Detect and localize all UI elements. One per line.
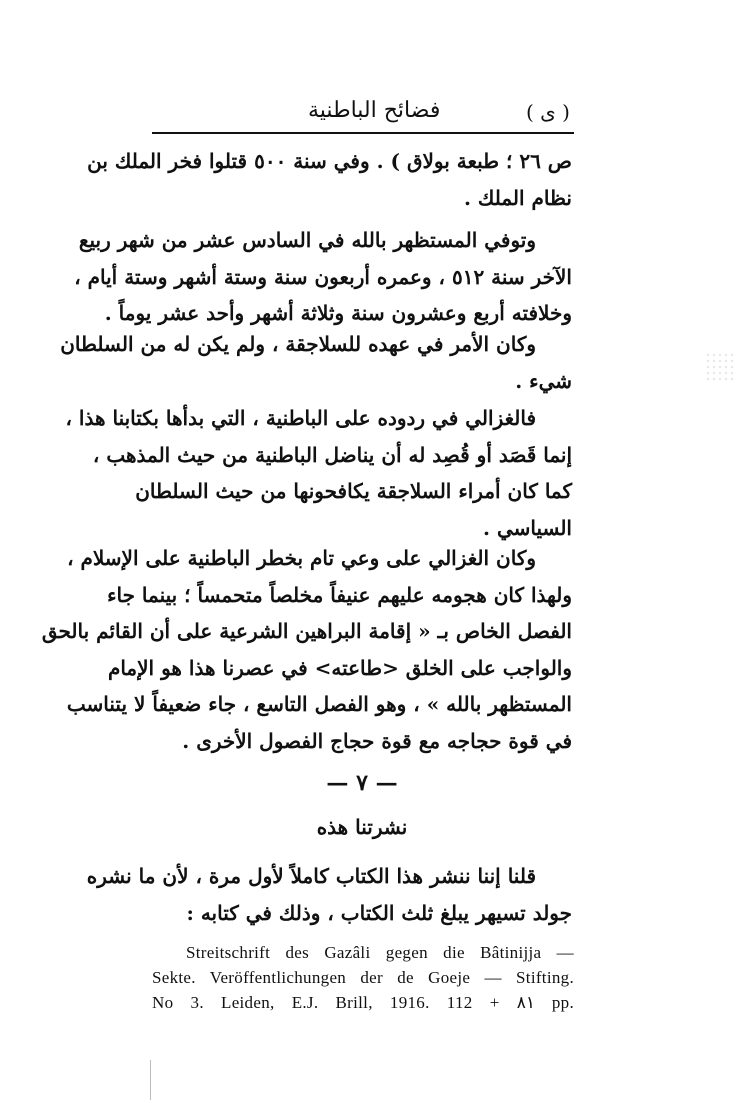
paragraph-3	[60, 326, 572, 399]
text-line: والواجب على الخلق <طاعته> في عصرنا هذا هو الإمام	[107, 655, 572, 680]
paragraph-1	[87, 143, 572, 216]
text-line: جولد تسيهر يبلغ ثلث الكتاب ، وذلك في كتابه :	[186, 900, 572, 925]
text-line: في قوة حجاجه مع قوة حجاج الفصول الأخرى .	[182, 728, 572, 753]
paragraph-2	[74, 222, 572, 332]
bibliographic-citation	[152, 940, 574, 1015]
text-line: كما كان أمراء السلاجقة يكافحونها من حيث السلطان	[135, 479, 572, 504]
text-line: وكان الأمر في عهده للسلاجقة ، ولم يكن له من السلطان	[60, 332, 536, 356]
text-line: المستظهر بالله » ، وهو الفصل التاسع ، جاء ضعيفاً لا يتناسب	[66, 692, 572, 717]
scan-margin-mark	[150, 1060, 151, 1100]
text-line: السياسي .	[483, 515, 572, 540]
text-line: ولهذا كان هجومه عليهم عنيفاً مخلصاً متحمساً ؛ بينما جاء	[107, 582, 572, 607]
text-line: قلنا إننا ننشر هذا الكتاب كاملاً لأول مرة ، لأن ما نشره	[86, 864, 536, 888]
text-line: وتوفي المستظهر بالله في السادس عشر من شهر ربيع	[78, 228, 536, 252]
page-header	[152, 92, 572, 128]
text-line: وخلافته أربع وعشرون سنة وثلاثة أشهر وأحد عشر يوماً .	[104, 301, 572, 326]
page-number: ( ى )	[526, 100, 570, 124]
text-line: الفصل الخاص بـ « إقامة البراهين الشرعية على أن القائم بالحق	[41, 619, 572, 644]
citation-line: Streitschrift des Gazâli gegen die Bâtinijja —	[186, 943, 574, 962]
paragraph-6	[86, 858, 572, 931]
text-line: نظام الملك .	[463, 185, 572, 210]
citation-line: Sekte. Veröffentlichungen der de Goeje — Stifting.	[152, 968, 574, 987]
section-number: — ٧ —	[326, 770, 398, 796]
paragraph-4	[65, 400, 572, 546]
text-line: شيء .	[515, 368, 572, 393]
text-line: الآخر سنة ٥١٢ ، وعمره أربعون سنة وستة أشهر وستة أيام ،	[74, 264, 572, 289]
text-line: إنما قَصَد أو قُصِد له أن يناضل الباطنية من حيث المذهب ،	[92, 442, 572, 467]
citation-line: No 3. Leiden, E.J. Brill, 1916. 112 + ٨١ pp.	[152, 993, 574, 1012]
section-heading: نشرتنا هذه	[316, 815, 408, 839]
text-line: ص ٢٦ ؛ طبعة بولاق ) . وفي سنة ٥٠٠ قتلوا فخر الملك بن	[87, 149, 572, 173]
text-line: وكان الغزالي على وعي تام بخطر الباطنية على الإسلام ،	[67, 546, 536, 570]
text-line: فالغزالي في ردوده على الباطنية ، التي بدأها بكتابنا هذا ،	[65, 406, 536, 430]
header-rule	[152, 132, 574, 134]
running-title: فضائح الباطنية	[308, 98, 441, 123]
scan-speckle	[705, 352, 735, 382]
paragraph-5	[41, 540, 572, 760]
